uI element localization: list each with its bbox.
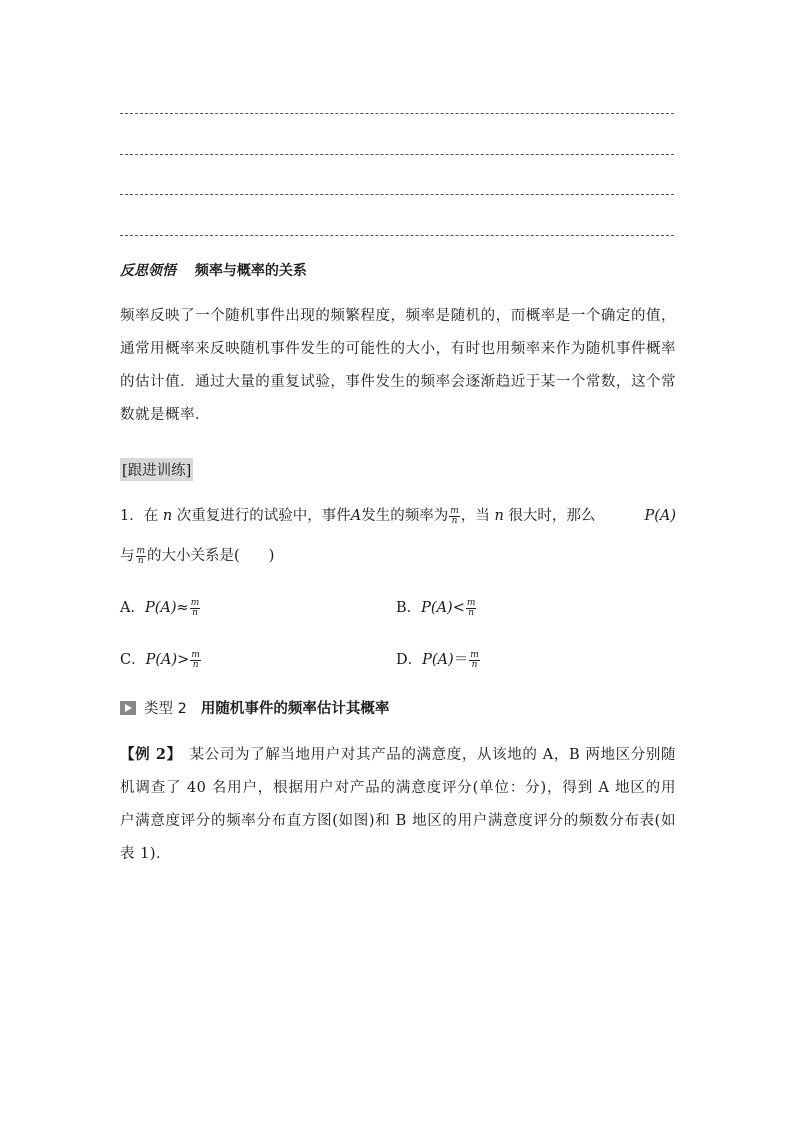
play-triangle-icon <box>120 701 136 715</box>
example-tag: 【例 2】 <box>120 746 175 763</box>
type-2-heading <box>120 697 389 718</box>
option-a[interactable]: A．P(A)≈ $\frac{m}{n}$ <box>120 597 200 618</box>
reflection-label: 反思领悟 <box>120 263 176 279</box>
example-text: 某公司为了解当地用户对其产品的满意度，从该地的 A，B 两地区分别随机调查了 40 名用户，根据用户对产品的满意度评分(单位：分)，得到 A 地区的用户满意度评分的频率分布直方图(如图)和 B 地区的用户满意度评分的频数分布表(如表 1)． <box>120 747 676 862</box>
reflection-heading <box>120 260 307 280</box>
option-d[interactable]: D．P(A)＝ $\frac{m}{n}$ <box>396 649 479 670</box>
practice-tag: [跟进训练] <box>120 458 193 481</box>
type-label: 类型 2 <box>144 701 187 717</box>
answer-line-2 <box>120 154 674 155</box>
option-b[interactable]: B．P(A)< $\frac{m}{n}$ <box>396 597 476 618</box>
question-1-line-1: 1．在 n 次重复进行的试验中，事件A发生的频率为 $\frac{m}{n}$ ，当 n 很大时，那么 P(A) <box>120 505 676 526</box>
answer-line-4 <box>120 235 674 236</box>
reflection-title: 频率与概率的关系 <box>194 263 307 279</box>
fraction-m-over-n: $\frac{m}{n}$ <box>450 505 459 526</box>
fraction-m-over-n: $\frac{m}{n}$ <box>136 545 146 566</box>
example-2-paragraph <box>120 738 676 871</box>
type-title: 用随机事件的频率估计其概率 <box>200 701 390 717</box>
reflection-paragraph: 频率反映了一个随机事件出现的频繁程度，频率是随机的，而概率是一个确定的值，通常用概率来反映随机事件发生的可能性的大小，有时也用频率来作为随机事件概率的估计值．通过大量的重复试验，事件发生的频率会逐渐趋近于某一个常数，这个常数就是概率． <box>120 308 676 423</box>
answer-line-3 <box>120 194 674 195</box>
answer-line-1 <box>120 113 674 114</box>
question-1-line-2: 与 $\frac{m}{n}$ 的大小关系是( ) <box>120 545 275 566</box>
option-c[interactable]: C．P(A)> $\frac{m}{n}$ <box>120 649 200 670</box>
